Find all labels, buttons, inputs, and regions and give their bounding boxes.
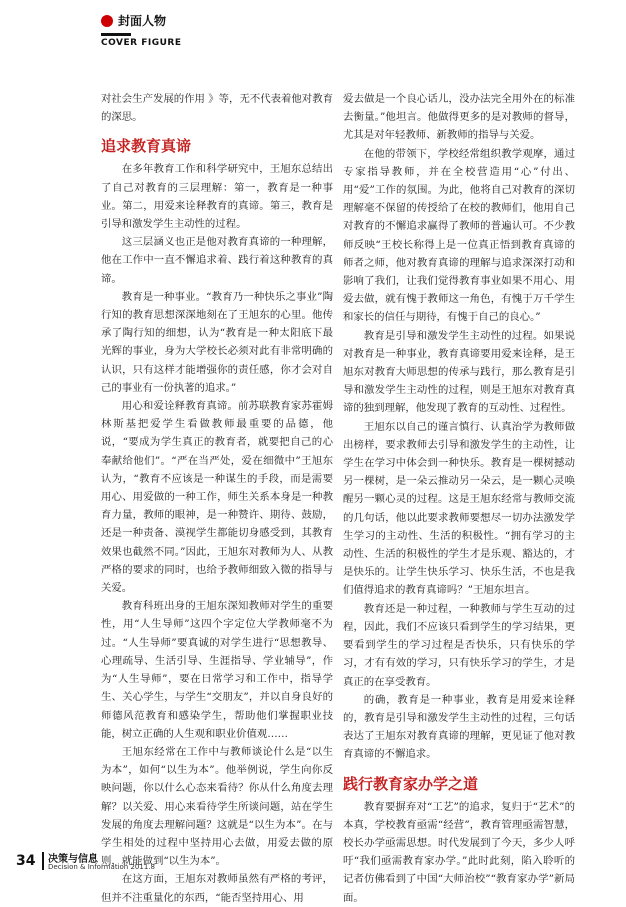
paragraph: 教育还是一种过程，一种教师与学生互动的过程，因此，我们不应该只看到学生的学习结果，更要看到学生的学习过程是否快乐，只有快乐的学习，才有有效的学习，只有快乐学习的学生，才是真正的在享受教育。 (343, 602, 575, 688)
section-subtitle: COVER FIGURE (101, 38, 182, 48)
page-footer (0, 843, 626, 883)
paragraph: 教育科班出身的王旭东深知教师对学生的重要性，用“人生导师”这四个字定位大学教师毫不为过。“人生导师”要真诚的对学生进行“思想教导、心理疏导、生活引导、生涯指导、学业辅导”，作为“人生导师”，要在日常学习和工作中，指导学生、关心学生，与学生“交朋友”，并以自身良好的师德风范教育和感染学生，帮助他们掌握职业技能，树立正确的人生观和职业价值观…… (101, 600, 333, 740)
header-rule (101, 33, 131, 36)
page-header (0, 0, 626, 60)
paragraph: 在这方面，王旭东对教师虽然有严格的考评，但并不注重量化的东西，“能否坚持用心、用 (101, 873, 333, 904)
paragraph: 在多年教育工作和科学研究中，王旭东总结出了自己对教育的三层理解：第一，教育是一种事业。第二，用爱来诠释教育的真谛。第三，教育是引导和激发学生主动性的过程。 (101, 163, 333, 231)
intro-paragraph: 对社会生产发展的作用 》等，无不代表着他对教育的深思。 (101, 93, 333, 124)
section-heading: 践行教育家办学之道 (343, 774, 479, 793)
page-number: 34 (16, 853, 36, 869)
section-heading: 追求教育真谛 (101, 137, 192, 156)
section-title: 封面人物 (118, 14, 167, 28)
paragraph: 这三层涵义也正是他对教育真谛的一种理解，他在工作中一直不懈追求着、践行着这种教育的真谛。 (101, 236, 333, 285)
section-marker-icon (101, 15, 113, 27)
paragraph: 王旭东以自己的谨言慎行、认真治学为教师做出榜样，要求教师去引导和激发学生的主动性，让学生在学习中体会到一种快乐。教育是一棵树撼动另一棵树，是一朵云推动另一朵云，是一颗心灵唤醒另一颗心灵的过程。这是王旭东经常与教师交流的几句话，他以此要求教师要想尽一切办法激发学生学习的主动性、生活的积极性。“拥有学习的主动性、生活的积极性的学生才是乐观、豁达的，才是快乐的。让学生快乐学习、快乐生活，不也是我们值得追求的教育真谛吗？”王旭东坦言。 (343, 420, 575, 597)
paragraph: 的确，教育是一种事业，教育是用爱来诠释的，教育是引导和激发学生主动性的过程，三句话表达了王旭东对教育真谛的理解，更见证了他对教育真谛的不懈追求。 (343, 693, 575, 761)
paragraph: 教育是引导和激发学生主动性的过程。如果说对教育是一种事业，教育真谛要用爱来诠释，是王旭东对教育大师思想的传承与践行，那么教育是引导和激发学生主动性的过程，则是王旭东对教育真谛的独到理解，他发现了教育的互动性、过程性。 (343, 329, 575, 415)
article-column-right (343, 90, 575, 904)
paragraph: 教育要摒弃对“工艺”的追求，复归于“艺术”的本真，学校教育亟需“经营”，教育管理亟需智慧，校长办学亟需思想。时代发展到了今天，多少人呼吁“我们亟需教育家办学。”此时此刻，陷入聆听的记者仿佛看到了中国“大师治校”“教育家办学”新局面。 (343, 800, 575, 904)
paragraph: 王旭东经常在工作中与教师谈论什么是“以生为本”，如何“以生为本”。他举例说，学生向你反映问题，你以什么心态来看待？你从什么角度去理解？以关爱、用心来看待学生所谈问题，站在学生发展的角度去理解问题？这就是“以生为本”。在与学生相处的过程中坚持用心去做，用爱去做的原则，就能做到“以生为本”。 (101, 745, 333, 868)
paragraph: 教育是一种事业。“教育乃一种快乐之事业”陶行知的教育思想深深地刻在了王旭东的心里。他传承了陶行知的细想，认为“教育是一种太阳底下最光辉的事业，身为大学校长必须对此有非常明确的认识，只有这样才能增强你的责任感，你才会对自己的事业有一份执著的追求。” (101, 290, 333, 394)
publication-name: 决策与信息 (48, 854, 98, 865)
publication-issue: Decision & Information 2011.8 (48, 863, 155, 871)
paragraph: 爱去做是一个良心话儿，没办法完全用外在的标准去衡量。”他坦言。他做得更多的是对教师的督导，尤其是对年轻教师、新教师的指导与关爱。 (343, 93, 575, 142)
paragraph: 在他的带领下，学校经常组织教学观摩，通过专家指导教师，并在全校营造用“心”付出、用“爱”工作的氛围。为此，他将自己对教育的深切理解毫不保留的传授给了在校的教师们，他用自己对教育的不懈追求赢得了教师的普遍认可。不少教师反映“王校长称得上是一位真正悟到教育真谛的师者之师，他对教育真谛的理解与追求深深打动和影响了我们，让我们觉得教育事业如果不用心、用爱去做，就有愧于教师这一角色，有愧于万千学生和家长的信任与期待，有愧于自己的良心。” (343, 147, 575, 324)
paragraph: 用心和爱诠释教育真谛。前苏联教育家苏霍姆林斯基把爱学生看做教师最重要的品德，他说，“要成为学生真正的教育者，就要把自己的心奉献给他们”。“严在当严处，爱在细微中”王旭东认为，“教育不应该是一种谋生的手段，而是需要用心、用爱做的一种工作，师生关系本身是一种教育力量，教师的眼神，是一种赞许、期待、鼓励，还是一种责备、漠视学生都能切身感受到，其教育效果也截然不同。”因此，王旭东对教师为人、从教严格的要求的同时，也给予教师细致入微的指导与关爱。 (101, 400, 333, 595)
footer-divider (42, 852, 44, 870)
